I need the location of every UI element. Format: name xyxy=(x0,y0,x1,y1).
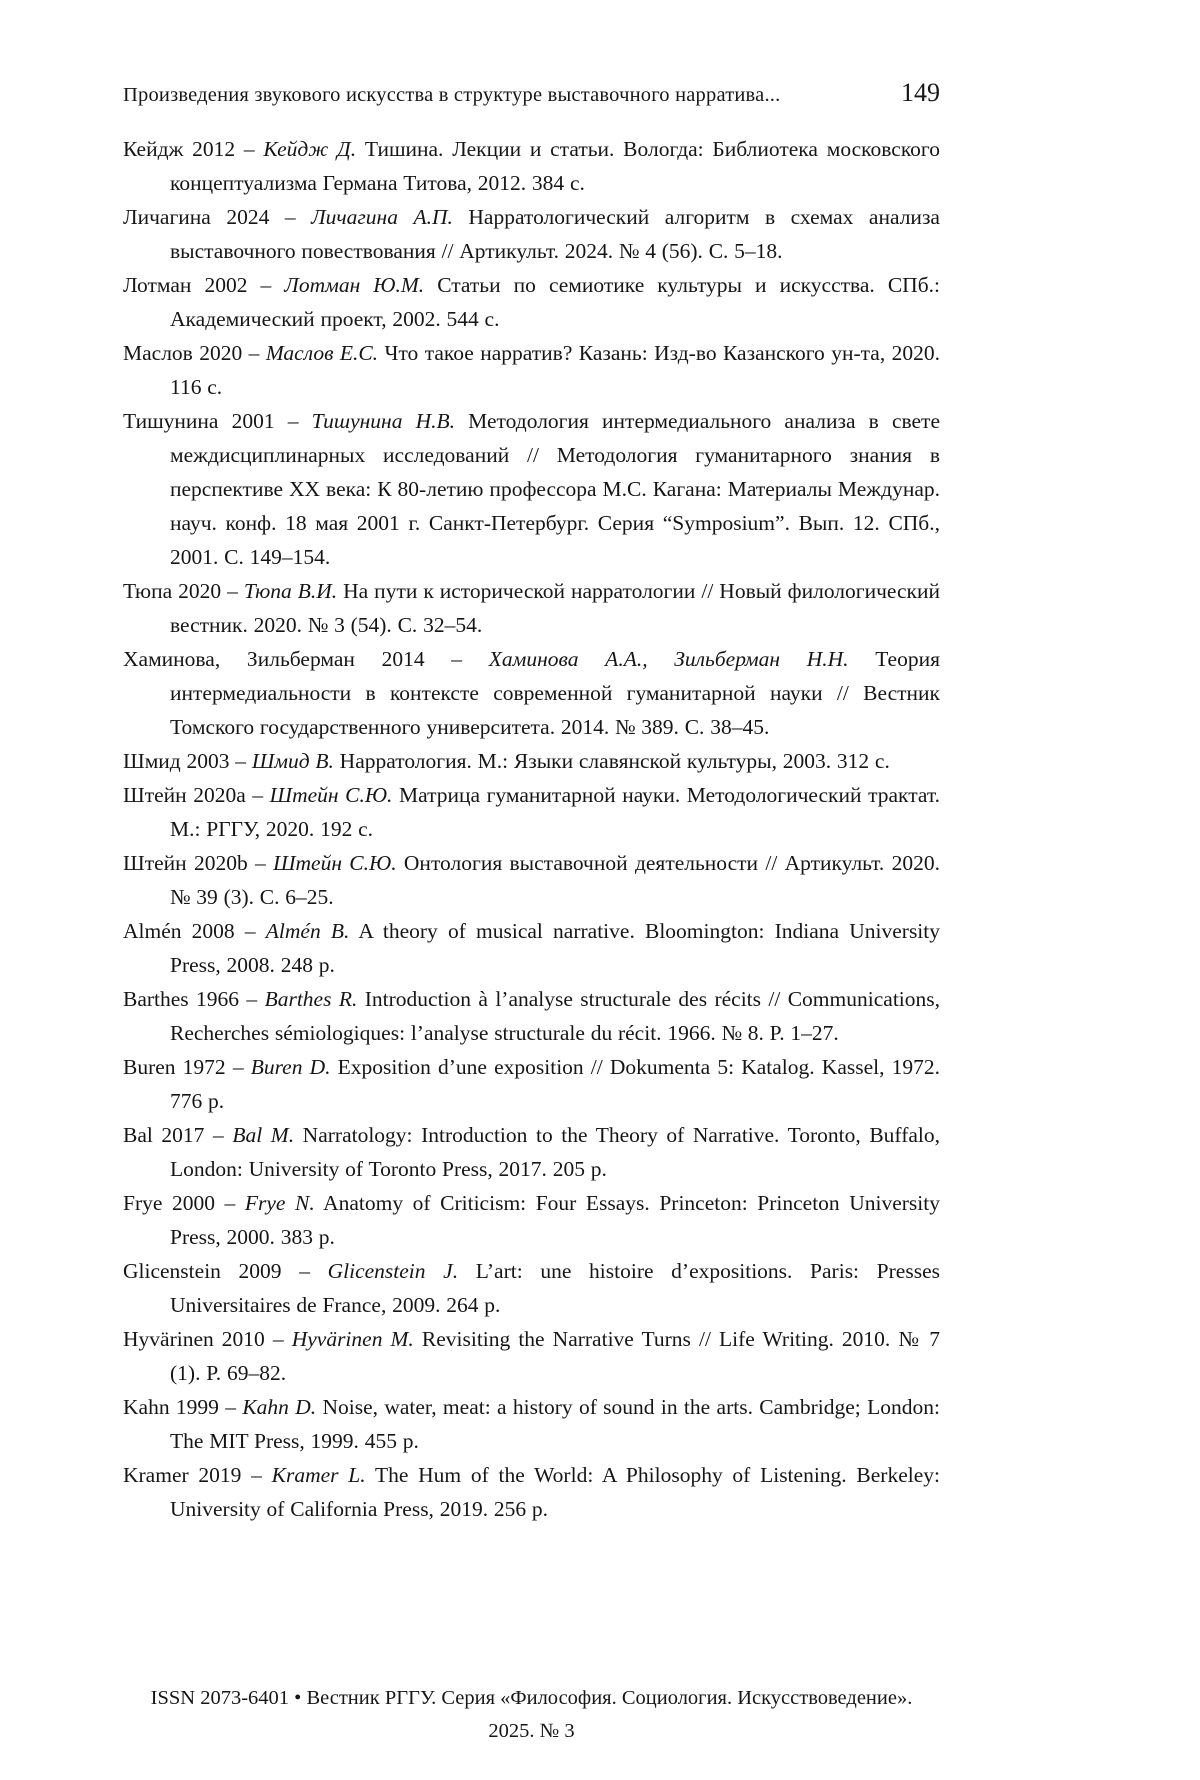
ref-citation-key: Шмид 2003 – xyxy=(123,749,252,773)
ref-citation-key: Hyvärinen 2010 – xyxy=(123,1327,292,1351)
ref-citation-key: Barthes 1966 – xyxy=(123,987,265,1011)
ref-text: Что такое нарратив? Казань: Изд-во Казанского ун-та, 2020. 116 с. xyxy=(170,341,940,399)
reference-entry xyxy=(123,336,940,404)
ref-citation-key: Тюпа 2020 – xyxy=(123,579,244,603)
page-number: 149 xyxy=(901,78,940,107)
ref-text: Narratology: Introduction to the Theory of Narrative. Toronto, Buffalo, London: University of Toronto Press, 2017. 205 p. xyxy=(170,1123,941,1181)
references-list xyxy=(123,132,940,1526)
reference-entry xyxy=(123,1254,940,1322)
ref-text: Методология интермедиального анализа в свете междисциплинарных исследований // Методология гуманитарного знания в перспективе XX века: К 80-летию профессора М.С. Кагана: Материалы Междунар. науч. конф. 18 мая 2001 г. Санкт-Петербург. Серия “Symposium”. Вып. 12. СПб., 2001. С. 149–154. xyxy=(170,409,940,569)
ref-author: Тишунина Н.В. xyxy=(311,409,456,433)
ref-text: Noise, water, meat: a history of sound in the arts. Cambridge; London: The MIT Press, 1999. 455 p. xyxy=(170,1395,940,1453)
ref-author: Штейн С.Ю. xyxy=(273,851,397,875)
reference-entry xyxy=(123,404,940,574)
ref-author: Хаминова А.А., Зильберман Н.Н. xyxy=(488,647,849,671)
ref-text: Нарратология. М.: Языки славянской культуры, 2003. 312 с. xyxy=(333,749,890,773)
footer-issue-line: 2025. № 3 xyxy=(488,1720,575,1742)
ref-text: L’art: une histoire d’expositions. Paris: Presses Universitaires de France, 2009. 264 p. xyxy=(170,1259,940,1317)
ref-citation-key: Kahn 1999 – xyxy=(123,1395,243,1419)
ref-citation-key: Almén 2008 – xyxy=(123,919,266,943)
reference-entry xyxy=(123,1050,940,1118)
ref-text: Тишина. Лекции и статьи. Вологда: Библиотека московского концептуализма Германа Титова, 2012. 384 с. xyxy=(170,137,940,195)
ref-text: Теория интермедиальности в контексте современной гуманитарной науки // Вестник Томского государственного университета. 2014. № 389. С. 38–45. xyxy=(170,647,940,739)
ref-citation-key: Kramer 2019 – xyxy=(123,1463,272,1487)
ref-text: Introduction à l’analyse structurale des récits // Communications, Recherches sémiologiques: l’analyse structurale du récit. 1966. № 8. P. 1–27. xyxy=(170,987,941,1045)
ref-author: Almén B. xyxy=(265,919,350,943)
ref-text: Онтология выставочной деятельности // Артикульт. 2020. № 39 (3). С. 6–25. xyxy=(170,851,940,909)
ref-citation-key: Штейн 2020b – xyxy=(123,851,274,875)
ref-citation-key: Тишунина 2001 – xyxy=(123,409,312,433)
ref-author: Лотман Ю.М. xyxy=(284,273,425,297)
ref-text: На пути к исторической нарратологии // Новый филологический вестник. 2020. № 3 (54). С. 32–54. xyxy=(170,579,940,637)
ref-citation-key: Хаминова, Зильберман 2014 – xyxy=(123,647,489,671)
ref-author: Кейдж Д. xyxy=(263,137,357,161)
reference-entry xyxy=(123,744,940,778)
page-footer xyxy=(123,1682,940,1748)
footer-issn-line: ISSN 2073-6401 • Вестник РГГУ. Серия «Философия. Социология. Искусствоведение». xyxy=(150,1687,913,1709)
ref-author: Шмид В. xyxy=(251,749,334,773)
running-head xyxy=(123,78,940,108)
reference-entry xyxy=(123,1390,940,1458)
ref-text: Exposition d’une exposition // Dokumenta 5: Katalog. Kassel, 1972. 776 p. xyxy=(170,1055,941,1113)
reference-entry xyxy=(123,268,940,336)
reference-entry xyxy=(123,132,940,200)
ref-text: Нарратологический алгоритм в схемах анализа выставочного повествования // Артикульт. 2024. № 4 (56). С. 5–18. xyxy=(170,205,940,263)
ref-text: Revisiting the Narrative Turns // Life Writing. 2010. № 7 (1). P. 69–82. xyxy=(170,1327,940,1385)
ref-citation-key: Frye 2000 – xyxy=(123,1191,245,1215)
reference-entry xyxy=(123,200,940,268)
reference-entry xyxy=(123,1322,940,1390)
ref-author: Barthes R. xyxy=(264,987,358,1011)
ref-author: Kahn D. xyxy=(242,1395,317,1419)
reference-entry xyxy=(123,574,940,642)
reference-entry xyxy=(123,982,940,1050)
reference-entry xyxy=(123,1118,940,1186)
ref-author: Bal M. xyxy=(232,1123,295,1147)
reference-entry xyxy=(123,914,940,982)
ref-citation-key: Лотман 2002 – xyxy=(123,273,285,297)
ref-author: Hyvärinen M. xyxy=(291,1327,414,1351)
ref-author: Маслов Е.С. xyxy=(265,341,379,365)
ref-author: Glicenstein J. xyxy=(327,1259,459,1283)
ref-author: Тюпа В.И. xyxy=(243,579,338,603)
ref-citation-key: Штейн 2020a – xyxy=(123,783,270,807)
reference-entry xyxy=(123,1458,940,1526)
ref-author: Buren D. xyxy=(250,1055,331,1079)
reference-entry xyxy=(123,642,940,744)
ref-text: The Hum of the World: A Philosophy of Listening. Berkeley: University of California Press, 2019. 256 p. xyxy=(170,1463,940,1521)
ref-text: Anatomy of Criticism: Four Essays. Princeton: Princeton University Press, 2000. 383 p. xyxy=(170,1191,940,1249)
ref-text: Матрица гуманитарной науки. Методологический трактат. М.: РГГУ, 2020. 192 с. xyxy=(170,783,940,841)
ref-text: A theory of musical narrative. Bloomington: Indiana University Press, 2008. 248 p. xyxy=(170,919,941,977)
ref-citation-key: Личагина 2024 – xyxy=(123,205,312,229)
ref-author: Штейн С.Ю. xyxy=(269,783,393,807)
ref-citation-key: Кейдж 2012 – xyxy=(123,137,264,161)
reference-entry xyxy=(123,778,940,846)
reference-entry xyxy=(123,1186,940,1254)
ref-text: Статьи по семиотике культуры и искусства. СПб.: Академический проект, 2002. 544 с. xyxy=(170,273,940,331)
ref-author: Личагина А.П. xyxy=(311,205,453,229)
ref-author: Frye N. xyxy=(244,1191,315,1215)
ref-citation-key: Glicenstein 2009 – xyxy=(123,1259,328,1283)
ref-citation-key: Bal 2017 – xyxy=(123,1123,233,1147)
running-head-title: Произведения звукового искусства в структуре выставочного нарратива... xyxy=(123,84,781,106)
ref-author: Kramer L. xyxy=(271,1463,366,1487)
reference-entry xyxy=(123,846,940,914)
ref-citation-key: Buren 1972 – xyxy=(123,1055,251,1079)
ref-citation-key: Маслов 2020 – xyxy=(123,341,266,365)
